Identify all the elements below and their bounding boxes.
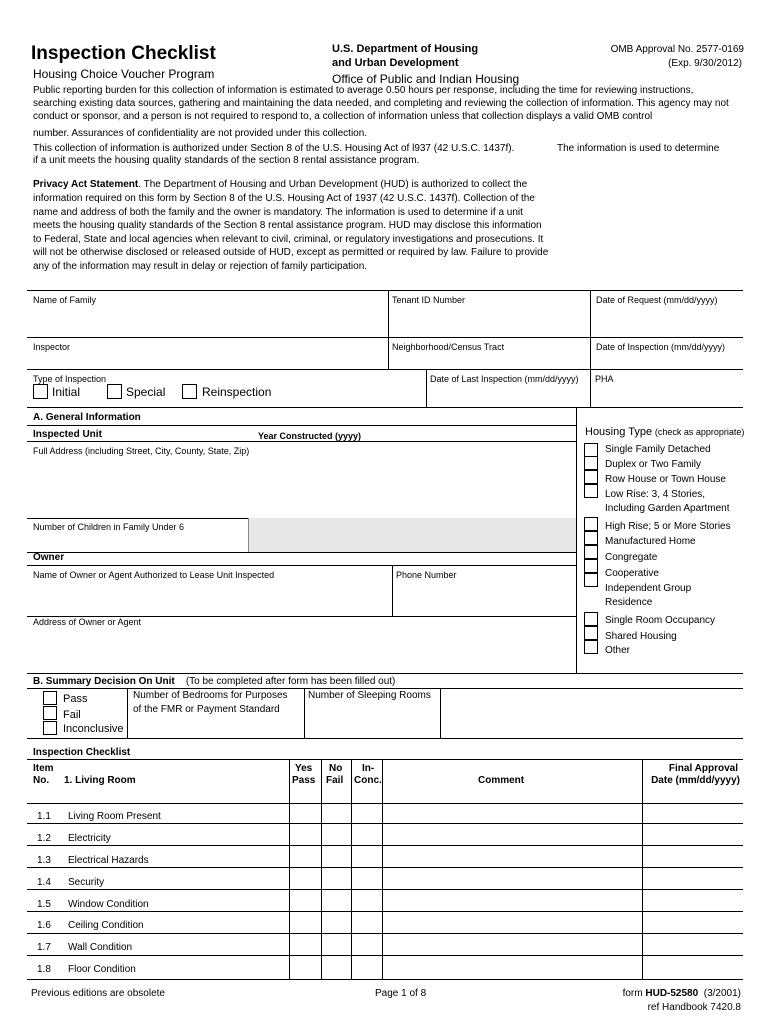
summary-heading-row <box>33 676 395 687</box>
housing-type-checkbox[interactable] <box>584 626 598 640</box>
date-of-inspection-field[interactable]: Date of Inspection (mm/dd/yyyy) <box>596 342 726 352</box>
sleeping-rooms-field[interactable]: Number of Sleeping Rooms <box>308 690 431 701</box>
item-label: Wall Condition <box>68 942 133 953</box>
privacy-line: to Federal, State and local agencies when relevant to civil, criminal, or regulatory investigations and prosecutions. It <box>33 234 544 245</box>
date-of-request-field[interactable]: Date of Request (mm/dd/yyyy) <box>596 295 718 305</box>
owner-heading: Owner <box>33 552 65 563</box>
col-comment: Comment <box>478 775 525 786</box>
name-of-family-field[interactable]: Name of Family <box>33 295 97 305</box>
housing-type-option: Single Family Detached <box>605 444 711 455</box>
item-number: 1.7 <box>37 942 51 953</box>
housing-type-checkbox[interactable] <box>584 470 598 484</box>
item-number: 1.2 <box>37 833 51 844</box>
housing-type-option: Congregate <box>605 552 658 563</box>
item-number: 1.8 <box>37 964 51 975</box>
housing-type-option: Residence <box>605 597 653 608</box>
housing-type-option: Row House or Town House <box>605 474 726 485</box>
reinspection-checkbox[interactable] <box>182 384 197 399</box>
housing-type-heading: Housing Type (check as appropriate) <box>585 426 745 438</box>
col-item: Item <box>33 763 54 774</box>
neighborhood-field[interactable]: Neighborhood/Census Tract <box>392 342 505 352</box>
summary-note: (To be completed after form has been filled out) <box>185 676 396 687</box>
item-label: Floor Condition <box>68 964 136 975</box>
initial-checkbox[interactable] <box>33 384 48 399</box>
burden-line: if a unit meets the housing quality standards of the section 8 rental assistance program. <box>33 155 420 166</box>
privacy-line: meets the housing quality standards of the Section 8 rental assistance program. HUD may disclose this information <box>33 220 542 231</box>
omb-expiration: (Exp. 9/30/2012) <box>668 58 742 69</box>
item-number: 1.4 <box>37 877 51 888</box>
owner-phone-field[interactable]: Phone Number <box>396 570 457 580</box>
department-line1: U.S. Department of Housing <box>332 43 479 55</box>
fail-checkbox[interactable] <box>43 706 57 720</box>
shaded-block <box>248 518 576 552</box>
item-number: 1.6 <box>37 920 51 931</box>
housing-type-checkbox[interactable] <box>584 517 598 531</box>
housing-type-checkbox[interactable] <box>584 559 598 573</box>
col-pass: Pass <box>292 775 316 786</box>
initial-label: Initial <box>52 385 81 399</box>
department-line2: and Urban Development <box>332 57 459 69</box>
inconclusive-label: Inconclusive <box>63 723 124 735</box>
page-title: Inspection Checklist <box>31 43 216 64</box>
housing-type-option: Including Garden Apartment <box>605 503 730 514</box>
housing-type-checkbox[interactable] <box>584 545 598 559</box>
full-address-field[interactable]: Full Address (including Street, City, County, State, Zip) <box>33 446 250 456</box>
col-in: In- <box>362 763 375 774</box>
tenant-id-field[interactable]: Tenant ID Number <box>392 295 466 305</box>
item-label: Electricity <box>68 833 111 844</box>
checklist-heading: Inspection Checklist <box>33 747 131 758</box>
form-number: form HUD-52580 (3/2001) <box>622 988 741 999</box>
housing-type-option: Duplex or Two Family <box>605 459 701 470</box>
page-number: Page 1 of 8 <box>375 988 427 999</box>
privacy-line: any of the information may result in delay or rejection of family participation. <box>33 261 368 272</box>
year-constructed-field[interactable]: Year Constructed (yyyy) <box>258 431 362 441</box>
privacy-line: name and address of both the family and the owner is mandatory. The information is used to determine if a unit <box>33 207 523 218</box>
housing-type-option: Manufactured Home <box>605 536 696 547</box>
burden-line: searching existing data sources, gathering and maintaining the data needed, and completing and reviewing the collection of information. This agency may not <box>33 98 729 109</box>
date-last-inspection-field[interactable]: Date of Last Inspection (mm/dd/yyyy) <box>430 374 579 384</box>
housing-type-checkbox[interactable] <box>584 531 598 545</box>
burden-line: This collection of information is authorized under Section 8 of the U.S. Housing Act of l937 (42 U.S.C. 1437f). <box>33 143 515 154</box>
col-final-date: Date (mm/dd/yyyy) <box>651 775 740 786</box>
office-name: Office of Public and Indian Housing <box>332 72 520 86</box>
housing-type-option: Cooperative <box>605 568 659 579</box>
bedrooms-field[interactable]: Number of Bedrooms for Purposes <box>133 690 288 701</box>
privacy-line: information required on this form by Section 8 of the U.S. Housing Act of 1937 (42 U.S.C. 1437f). Collection of the <box>33 193 535 204</box>
housing-type-checkbox[interactable] <box>584 640 598 654</box>
burden-line: number. Assurances of confidentiality are not provided under this collection. <box>33 128 368 139</box>
handbook-ref: ref Handbook 7420.8 <box>647 1002 741 1013</box>
program-name: Housing Choice Voucher Program <box>33 67 215 81</box>
housing-type-checkbox[interactable] <box>584 612 598 626</box>
col-final-approval: Final Approval <box>668 763 738 774</box>
inspector-field[interactable]: Inspector <box>33 342 71 352</box>
item-number: 1.3 <box>37 855 51 866</box>
col-fail: Fail <box>326 775 344 786</box>
housing-type-option: Independent Group <box>605 583 692 594</box>
footer-obsolete: Previous editions are obsolete <box>31 988 165 999</box>
item-number: 1.1 <box>37 811 51 822</box>
housing-type-option: Shared Housing <box>605 631 677 642</box>
item-label: Living Room Present <box>68 811 161 822</box>
burden-line: conduct or sponsor, and a person is not required to respond to, a collection of information unless that collection displays a valid OMB control <box>33 111 653 122</box>
housing-type-checkbox[interactable] <box>584 456 598 470</box>
housing-type-checkbox[interactable] <box>584 443 598 457</box>
bedrooms-field-line2: of the FMR or Payment Standard <box>133 704 280 715</box>
children-under-6-field[interactable]: Number of Children in Family Under 6 <box>33 522 185 532</box>
owner-address-field[interactable]: Address of Owner or Agent <box>33 617 142 627</box>
housing-type-checkbox[interactable] <box>584 573 598 587</box>
omb-approval: OMB Approval No. 2577-0169 <box>610 44 744 55</box>
item-label: Window Condition <box>68 899 149 910</box>
housing-type-option: High Rise; 5 or More Stories <box>605 521 731 532</box>
special-label: Special <box>126 385 166 399</box>
col-no-fail: No <box>329 763 343 774</box>
summary-heading: B. Summary Decision On Unit <box>33 676 175 687</box>
col-conc: Conc. <box>354 775 382 786</box>
housing-type-checkbox[interactable] <box>584 484 598 498</box>
pass-label: Pass <box>63 693 88 705</box>
general-info-heading: A. General Information <box>33 412 141 423</box>
type-of-inspection-label: Type of Inspection <box>33 374 107 384</box>
housing-type-option: Low Rise: 3, 4 Stories, <box>605 489 706 500</box>
fail-label: Fail <box>63 709 81 721</box>
col-yes: Yes <box>295 763 313 774</box>
special-checkbox[interactable] <box>107 384 122 399</box>
housing-type-option: Single Room Occupancy <box>605 615 716 626</box>
owner-name-field[interactable]: Name of Owner or Agent Authorized to Lease Unit Inspected <box>33 570 275 580</box>
item-number: 1.5 <box>37 899 51 910</box>
privacy-line: will not be otherwise disclosed or released outside of HUD, except as permitted or required by law. Failure to provide <box>33 247 549 258</box>
inspected-unit-heading: Inspected Unit <box>33 429 102 440</box>
section-title: 1. Living Room <box>64 775 136 786</box>
pha-field[interactable]: PHA <box>595 374 614 384</box>
privacy-heading: Privacy Act Statement <box>33 179 139 190</box>
pass-checkbox[interactable] <box>43 691 57 705</box>
reinspection-label: Reinspection <box>202 385 272 399</box>
privacy-line: Privacy Act Statement. The Department of Housing and Urban Development (HUD) is authorized to collect the <box>33 179 528 190</box>
housing-type-option: Other <box>605 645 631 656</box>
item-label: Electrical Hazards <box>68 855 149 866</box>
burden-line: The information is used to determine <box>557 143 720 154</box>
item-label: Ceiling Condition <box>68 920 144 931</box>
col-no: No. <box>33 775 50 786</box>
burden-line: Public reporting burden for this collection of information is estimated to average 0.50 hours per response, including the time for reviewing instructions, <box>33 85 694 96</box>
item-label: Security <box>68 877 105 888</box>
inconclusive-checkbox[interactable] <box>43 721 57 735</box>
